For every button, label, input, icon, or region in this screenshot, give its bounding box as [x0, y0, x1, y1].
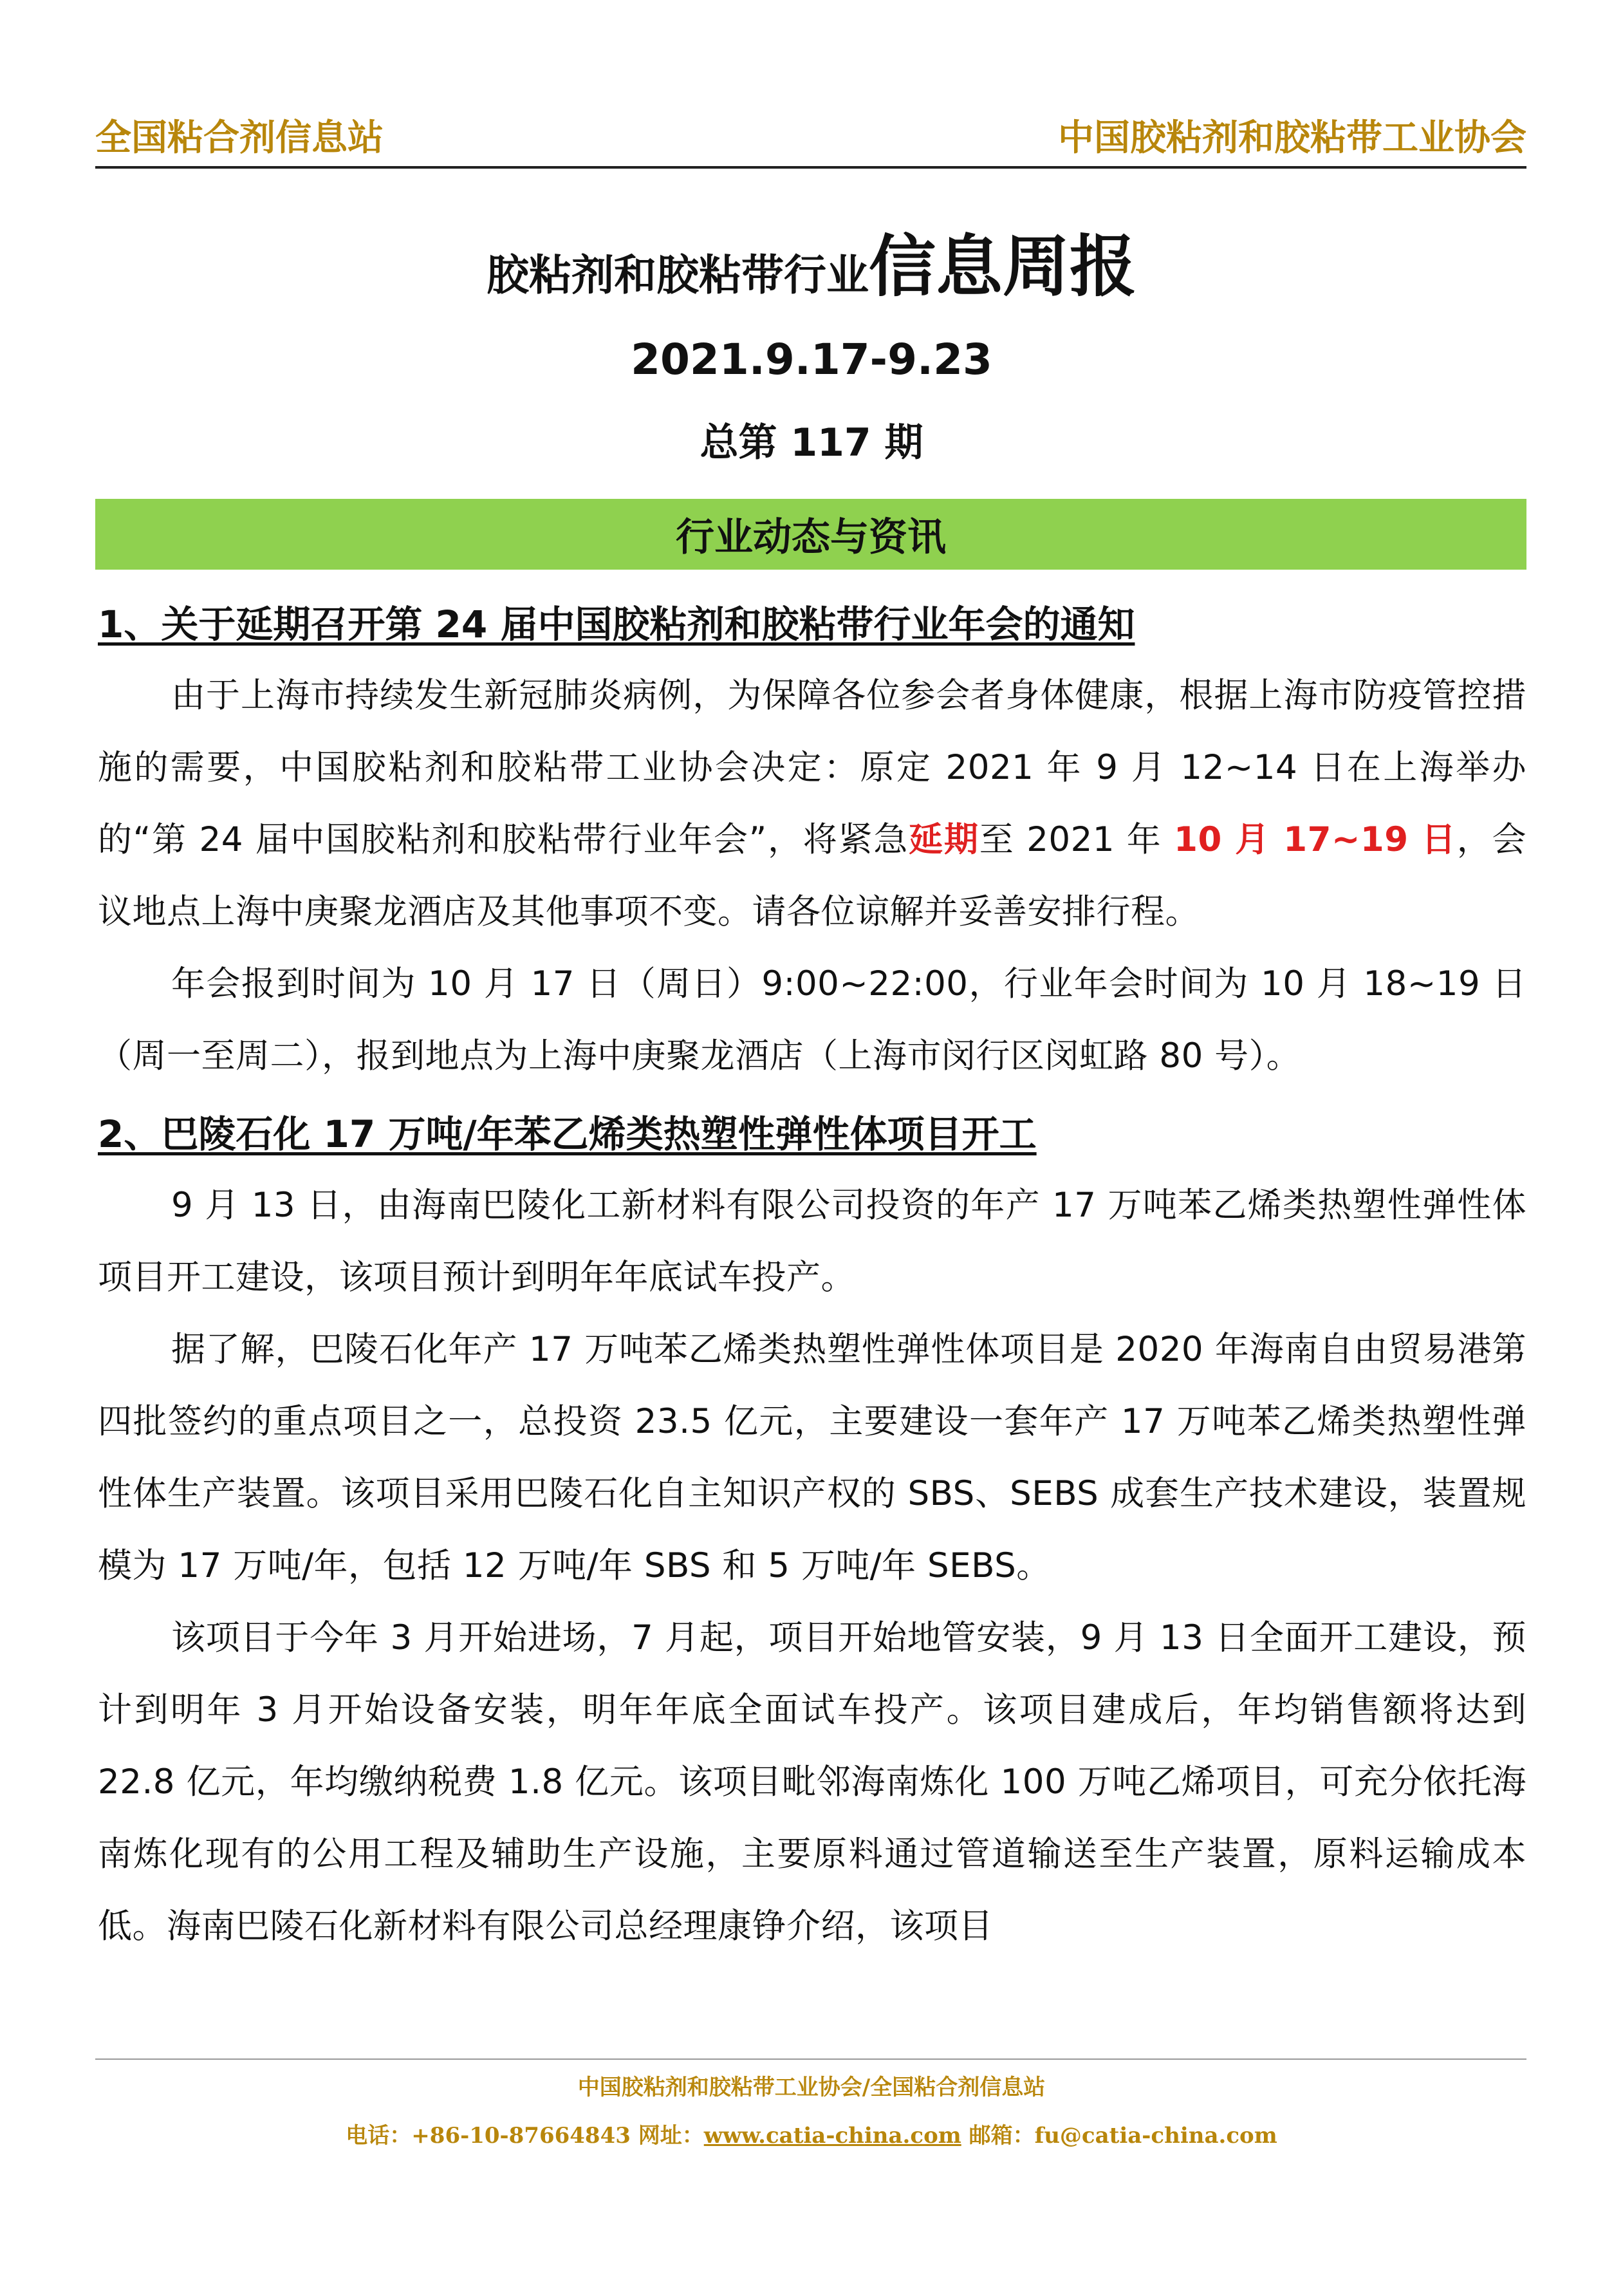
- footer-phone: 电话：+86-10-87664843 网址：: [346, 2123, 704, 2149]
- section-gap: [98, 1092, 1526, 1112]
- header-left-title: 全国粘合剂信息站: [95, 117, 384, 159]
- article2-paragraph1: 9 月 13 日，由海南巴陵化工新材料有限公司投资的年产 17 万吨苯乙烯类热塑性弹性体项目开工建设，该项目预计到明年年底试车投产。: [98, 1186, 1526, 1297]
- date-range: 2021.9.17-9.23: [631, 335, 992, 384]
- page-title: [0, 212, 1623, 309]
- article-content: [98, 602, 1526, 1963]
- footer-divider: [95, 2058, 1526, 2060]
- article1-heading: 1、关于延期召开第 24 届中国胶粘剂和胶粘带行业年会的通知: [98, 602, 1135, 646]
- footer-contact: [0, 2118, 1623, 2149]
- article1-paragraph1: [98, 660, 1526, 948]
- article1-p1-text-a: 由于上海市持续发生新冠肺炎病例，为保障各位参会者身体健康，根据上海市防疫管控措施的需要，中国胶粘剂和胶粘带工业协会决定：原定 2021 年 9 月 12~14 日在上海举办的“第 24 届中国胶粘剂和胶粘带行业年会”，将紧急: [98, 676, 1526, 859]
- footer-organization: 中国胶粘剂和胶粘带工业协会/全国粘合剂信息站: [577, 2075, 1046, 2100]
- issue-number: 总第 117 期: [700, 420, 923, 465]
- article1-p1-highlight-postponed: 延期: [909, 820, 979, 859]
- article1-p1-text-c: ，会议地点上海中庚聚龙酒店及其他事项不变。请各位谅解并妥善安排行程。: [98, 820, 1526, 931]
- header-divider: [95, 166, 1526, 169]
- header-right-title: 中国胶粘剂和胶粘带工业协会: [1058, 117, 1526, 159]
- section-band: 行业动态与资讯: [95, 499, 1526, 570]
- article2-paragraph3: 该项目于今年 3 月开始进场，7 月起，项目开始地管安装，9 月 13 日全面开工建设，预计到明年 3 月开始设备安装，明年年底全面试车投产。该项目建成后，年均销售额将达到 22.8 亿元，年均缴纳税费 1.8 亿元。该项目毗邻海南炼化 100 万吨乙烯项目，可充分依托海南炼化现有的公用工程及辅助生产设施，主要原料通过管道输送至生产装置，原料运输成本低。海南巴陵石化新材料有限公司总经理康铮介绍，该项目: [98, 1618, 1526, 1946]
- article1-p1-text-b: 至 2021 年: [979, 820, 1174, 859]
- article2-heading: 2、巴陵石化 17 万吨/年苯乙烯类热塑性弹性体项目开工: [98, 1112, 1037, 1156]
- footer-email: 邮箱：fu@catia-china.com: [961, 2123, 1277, 2149]
- footer-website-link[interactable]: www.catia-china.com: [703, 2123, 961, 2149]
- article2-paragraph2: 据了解，巴陵石化年产 17 万吨苯乙烯类热塑性弹性体项目是 2020 年海南自由贸易港第四批签约的重点项目之一，总投资 23.5 亿元，主要建设一套年产 17 万吨苯乙烯类热塑性弹性体生产装置。该项目采用巴陵石化自主知识产权的 SBS、SEBS 成套生产技术建设，装置规模为 17 万吨/年，包括 12 万吨/年 SBS 和 5 万吨/年 SEBS。: [98, 1330, 1526, 1585]
- page-title-small: 胶粘剂和胶粘带行业: [486, 250, 869, 300]
- page-title-big: 信息周报: [868, 227, 1136, 306]
- article1-p1-highlight-dates: 10 月 17~19 日: [1174, 820, 1457, 859]
- article1-paragraph2: 年会报到时间为 10 月 17 日（周日）9:00~22:00，行业年会时间为 10 月 18~19 日（周一至周二），报到地点为上海中庚聚龙酒店（上海市闵行区闵虹路 80 号）。: [98, 964, 1526, 1076]
